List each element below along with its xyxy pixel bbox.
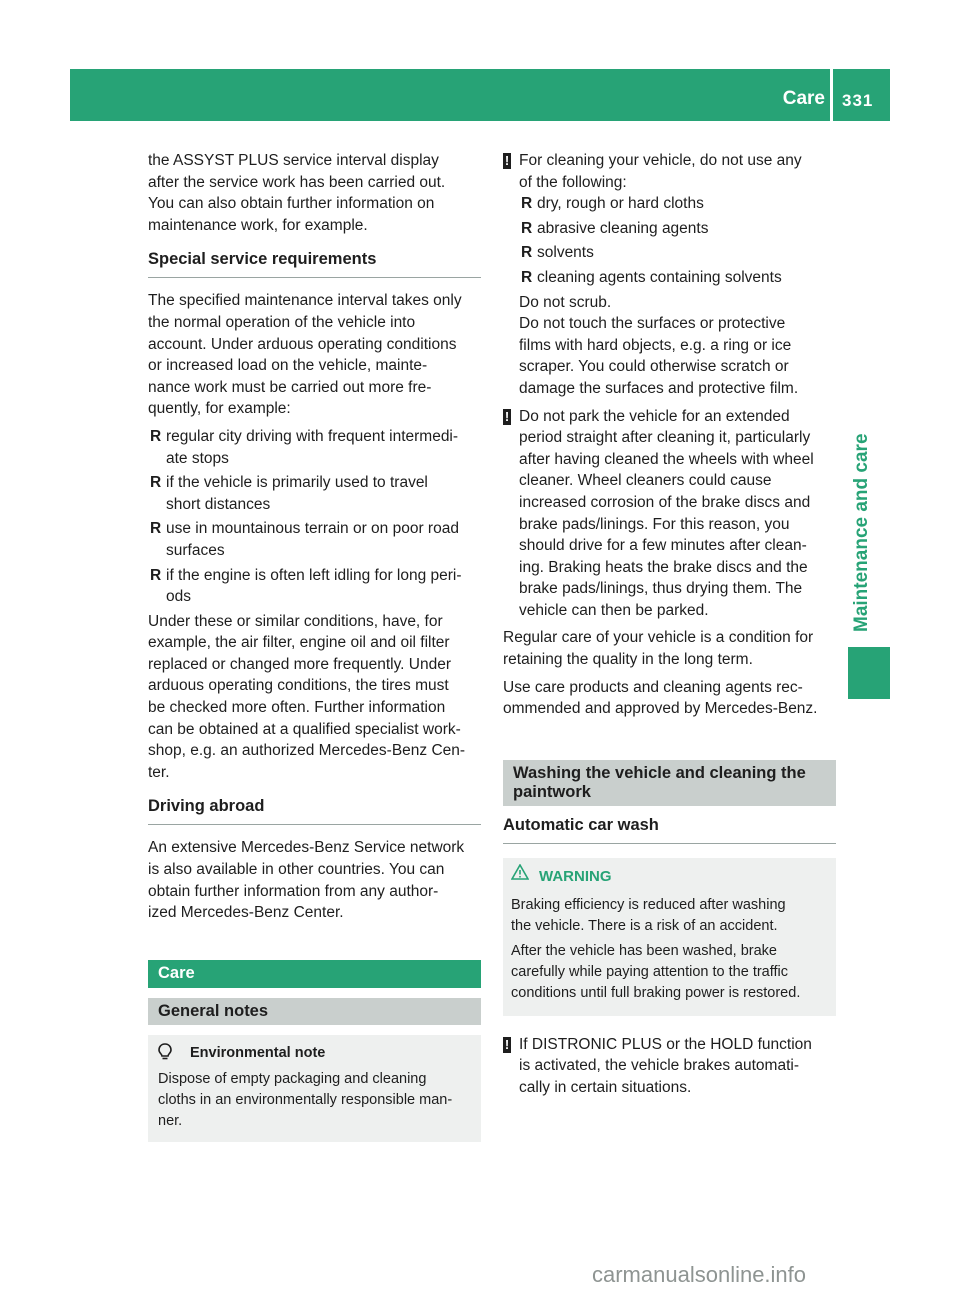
text-line: arduous operating conditions, the tires must xyxy=(148,677,449,695)
text-line: cloths in an environmentally responsible man- xyxy=(158,1091,453,1108)
text-line: quently, for example: xyxy=(148,400,291,418)
bullet-marker-icon: R xyxy=(150,520,162,538)
bullet-marker-icon: R xyxy=(521,268,533,286)
care-section-band: Care xyxy=(148,960,481,988)
text-line: retaining the quality in the long term. xyxy=(503,651,753,669)
text-line: ized Mercedes-Benz Center. xyxy=(148,904,344,922)
text-line: brake pads/linings. For this reason, you xyxy=(519,515,790,533)
text-line: dry, rough or hard cloths xyxy=(537,195,704,213)
header-divider xyxy=(831,75,833,119)
text-line: films with hard objects, e.g. a ring or ice xyxy=(519,336,792,354)
bullet-marker-icon: R xyxy=(150,566,162,584)
special-paragraph xyxy=(148,290,481,420)
text-line: carefully while paying attention to the traffic xyxy=(511,963,789,980)
text-line: Under these or similar conditions, have, for xyxy=(148,612,443,630)
exclamation-icon: ! xyxy=(504,1036,510,1052)
list-item xyxy=(519,218,836,240)
text-line: ter. xyxy=(148,763,170,781)
warning-box xyxy=(503,858,836,1016)
washing-section-band xyxy=(503,760,836,806)
text-line: obtain further information from any author- xyxy=(148,882,439,900)
lightbulb-icon xyxy=(158,1043,172,1066)
text-line: damage the surfaces and protective film. xyxy=(519,379,799,397)
bullet-marker-icon: R xyxy=(150,474,162,492)
text-line: cleaner. Wheel cleaners could cause xyxy=(519,472,772,490)
text-line: If DISTRONIC PLUS or the HOLD function xyxy=(519,1035,812,1053)
note-title-text: Environmental note xyxy=(190,1044,326,1061)
page-number: 331 xyxy=(842,91,874,110)
intro-paragraph xyxy=(148,150,481,236)
list-item xyxy=(148,426,481,469)
driving-abroad-heading: Driving abroad xyxy=(148,797,481,825)
text-line: replaced or changed more frequently. Under xyxy=(148,655,451,673)
environmental-note-box xyxy=(148,1035,481,1142)
automatic-car-wash-heading: Automatic car wash xyxy=(503,816,836,844)
warning-paragraph xyxy=(511,895,828,937)
text-line: use in mountainous terrain or on poor road xyxy=(166,520,459,538)
side-tab-marker xyxy=(848,647,890,699)
text-line: of the following: xyxy=(519,173,627,191)
text-line: ods xyxy=(166,588,191,606)
text-line: if the vehicle is primarily used to travel xyxy=(166,474,428,492)
text-line: For cleaning your vehicle, do not use any xyxy=(519,152,802,169)
warning-triangle-icon xyxy=(511,864,529,885)
parking-caution-note xyxy=(503,406,836,622)
list-item xyxy=(148,472,481,515)
text-line: conditions until full braking power is restored. xyxy=(511,984,801,1001)
regular-care-paragraph xyxy=(503,627,836,670)
text-line: example, the air filter, engine oil and oil filter xyxy=(148,634,450,652)
distronic-caution-note xyxy=(503,1034,836,1099)
text-line: nance work must be carried out more fre- xyxy=(148,378,432,396)
care-products-paragraph xyxy=(503,677,836,720)
text-line: Use care products and cleaning agents rec- xyxy=(503,678,803,696)
text-line: surfaces xyxy=(166,541,225,559)
text-line: regular city driving with frequent intermedi- xyxy=(166,427,459,445)
list-item xyxy=(519,267,836,289)
text-line: short distances xyxy=(166,495,271,513)
text-line: shop, e.g. an authorized Mercedes-Benz Cen- xyxy=(148,742,466,760)
text-line: cleaning agents containing solvents xyxy=(537,268,782,286)
text-line: brake pads/linings, thus drying them. The xyxy=(519,580,803,598)
list-item xyxy=(519,242,836,264)
text-line: account. Under arduous operating conditions xyxy=(148,335,457,353)
text-line: solvents xyxy=(537,244,594,262)
warning-paragraph xyxy=(511,941,828,1004)
warning-title xyxy=(511,866,828,887)
header-bar xyxy=(70,69,830,121)
bullet-marker-icon: R xyxy=(521,219,533,237)
special-requirements-heading: Special service requirements xyxy=(148,250,481,278)
watermark: carmanualsonline.info xyxy=(592,1262,807,1287)
environmental-note-title xyxy=(158,1045,471,1061)
text-line: paintwork xyxy=(513,782,591,801)
text-line: maintenance work, for example. xyxy=(148,216,368,234)
text-line: The specified maintenance interval takes only xyxy=(148,292,462,310)
left-column xyxy=(148,150,481,1142)
general-notes-band: General notes xyxy=(148,998,481,1025)
text-line: Do not park the vehicle for an extended xyxy=(519,407,790,425)
text-line: Washing the vehicle and cleaning the xyxy=(513,763,806,782)
exclamation-icon: ! xyxy=(504,408,510,424)
text-line: abrasive cleaning agents xyxy=(537,219,709,237)
text-line: ner. xyxy=(158,1112,183,1129)
text-line: the ASSYST PLUS service interval display xyxy=(148,152,439,169)
text-line: cally in certain situations. xyxy=(519,1079,692,1097)
text-line: the vehicle. There is a risk of an accident. xyxy=(511,917,778,934)
warning-title-text: WARNING xyxy=(539,867,612,885)
text-line: after the service work has been carried out. xyxy=(148,173,446,191)
text-line: the normal operation of the vehicle into xyxy=(148,313,416,331)
text-line: or increased load on the vehicle, mainte- xyxy=(148,357,428,375)
text-line: An extensive Mercedes-Benz Service network xyxy=(148,839,465,857)
list-item xyxy=(148,518,481,561)
text-line: After the vehicle has been washed, brake xyxy=(511,942,777,959)
header-section-title: Care xyxy=(782,88,825,109)
bullet-marker-icon: R xyxy=(150,427,162,445)
list-item xyxy=(148,565,481,608)
text-line: Do not scrub. xyxy=(519,293,612,311)
text-line: Dispose of empty packaging and cleaning xyxy=(158,1070,427,1087)
text-line: ate stops xyxy=(166,449,229,467)
text-line: be checked more often. Further information xyxy=(148,699,446,717)
cleaning-caution-note xyxy=(503,150,836,400)
text-line: can be obtained at a qualified specialist work- xyxy=(148,720,461,738)
text-line: increased corrosion of the brake discs and xyxy=(519,493,811,511)
side-tab-label: Maintenance and care xyxy=(851,433,872,632)
text-line: if the engine is often left idling for long peri- xyxy=(166,566,462,584)
text-line: ommended and approved by Mercedes-Benz. xyxy=(503,700,818,718)
exclamation-icon: ! xyxy=(504,153,510,168)
right-column xyxy=(503,150,836,1105)
abroad-paragraph xyxy=(148,837,481,923)
bullet-marker-icon: R xyxy=(521,244,533,262)
text-line: Braking efficiency is reduced after washing xyxy=(511,896,786,913)
text-line: period straight after cleaning it, particularly xyxy=(519,429,811,447)
text-line: Do not touch the surfaces or protective xyxy=(519,315,786,333)
text-line: scraper. You could otherwise scratch or xyxy=(519,358,789,376)
text-line: should drive for a few minutes after clean- xyxy=(519,537,807,555)
list-item xyxy=(519,193,836,215)
text-line: is activated, the vehicle brakes automati- xyxy=(519,1057,799,1075)
text-line: vehicle can then be parked. xyxy=(519,601,709,619)
text-line: is also available in other countries. You can xyxy=(148,861,445,879)
conditions-paragraph xyxy=(148,611,481,784)
bullet-marker-icon: R xyxy=(521,195,533,213)
text-line: You can also obtain further information on xyxy=(148,195,435,213)
environmental-note-text xyxy=(158,1069,471,1132)
text-line: after having cleaned the wheels with wheel xyxy=(519,450,814,468)
text-line: ing. Braking heats the brake discs and the xyxy=(519,558,808,576)
text-line: Regular care of your vehicle is a condition for xyxy=(503,629,814,647)
